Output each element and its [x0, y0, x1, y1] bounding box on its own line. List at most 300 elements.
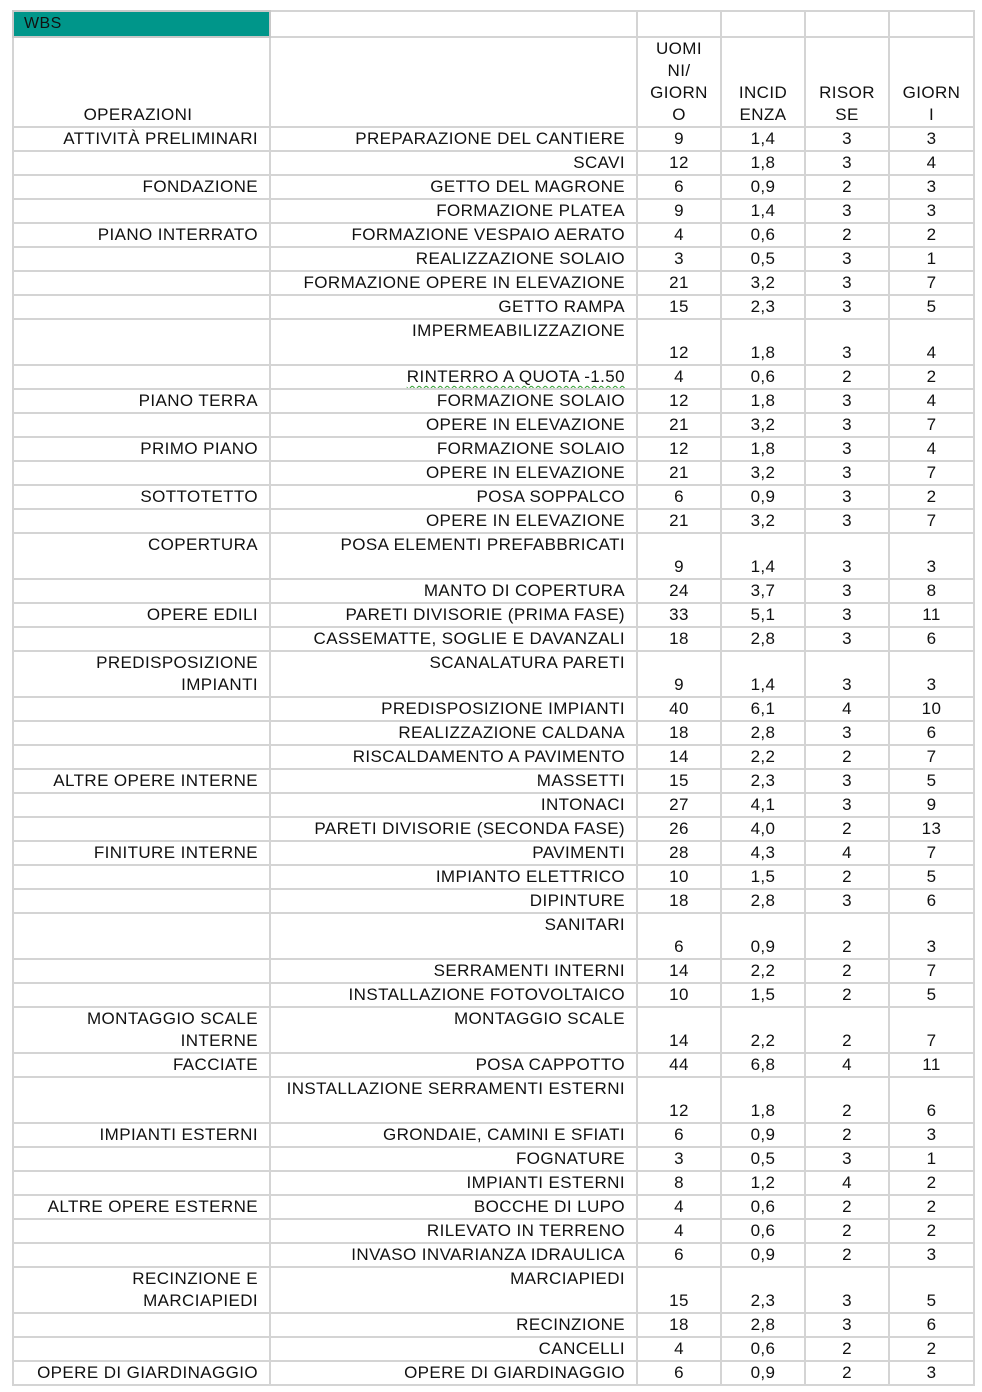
- task-cell[interactable]: INTONACI: [270, 793, 637, 817]
- task-cell[interactable]: CANCELLI: [270, 1337, 637, 1361]
- operazione-cell[interactable]: PIANO TERRA: [13, 389, 270, 413]
- risorse-cell[interactable]: 3: [805, 319, 889, 365]
- giorni-cell[interactable]: 2: [889, 365, 974, 389]
- uomini-cell[interactable]: 15: [637, 1267, 721, 1313]
- giorni-cell[interactable]: 2: [889, 223, 974, 247]
- header-incidenza[interactable]: INCID ENZA: [721, 37, 805, 127]
- incidenza-cell[interactable]: 3,7: [721, 579, 805, 603]
- task-cell[interactable]: RECINZIONE: [270, 1313, 637, 1337]
- risorse-cell[interactable]: 2: [805, 913, 889, 959]
- incidenza-cell[interactable]: 0,5: [721, 247, 805, 271]
- operazione-cell[interactable]: IMPIANTI ESTERNI: [13, 1123, 270, 1147]
- operazione-cell[interactable]: [13, 365, 270, 389]
- uomini-cell[interactable]: 6: [637, 1123, 721, 1147]
- table-row: [13, 1053, 974, 1077]
- operazione-cell[interactable]: [13, 865, 270, 889]
- operazione-cell[interactable]: [13, 959, 270, 983]
- risorse-cell[interactable]: 2: [805, 1123, 889, 1147]
- risorse-cell[interactable]: 3: [805, 769, 889, 793]
- operazione-cell[interactable]: ATTIVITÀ PRELIMINARI: [13, 127, 270, 151]
- table-row: [13, 889, 974, 913]
- risorse-cell[interactable]: 2: [805, 365, 889, 389]
- task-cell[interactable]: INVASO INVARIANZA IDRAULICA: [270, 1243, 637, 1267]
- giorni-cell[interactable]: 2: [889, 1219, 974, 1243]
- risorse-cell[interactable]: 2: [805, 1361, 889, 1385]
- table-row: [13, 1313, 974, 1337]
- uomini-cell[interactable]: 33: [637, 603, 721, 627]
- giorni-cell[interactable]: 7: [889, 509, 974, 533]
- wbs-table: [12, 10, 975, 1386]
- empty-cell[interactable]: [805, 11, 889, 37]
- uomini-cell[interactable]: 18: [637, 1313, 721, 1337]
- table-row: [13, 1219, 974, 1243]
- operazione-cell[interactable]: [13, 413, 270, 437]
- risorse-cell[interactable]: 3: [805, 151, 889, 175]
- task-cell[interactable]: OPERE IN ELEVAZIONE: [270, 461, 637, 485]
- risorse-cell[interactable]: 2: [805, 1243, 889, 1267]
- operazione-cell[interactable]: [13, 199, 270, 223]
- risorse-cell[interactable]: 2: [805, 1195, 889, 1219]
- table-row: [13, 865, 974, 889]
- operazione-cell[interactable]: [13, 1337, 270, 1361]
- operazione-cell[interactable]: COPERTURA: [13, 533, 270, 579]
- incidenza-cell[interactable]: 4,1: [721, 793, 805, 817]
- incidenza-cell[interactable]: 2,2: [721, 1007, 805, 1053]
- incidenza-cell[interactable]: 2,8: [721, 1313, 805, 1337]
- operazione-cell[interactable]: [13, 697, 270, 721]
- incidenza-cell[interactable]: 2,8: [721, 627, 805, 651]
- uomini-cell[interactable]: 24: [637, 579, 721, 603]
- giorni-cell[interactable]: 5: [889, 983, 974, 1007]
- giorni-cell[interactable]: 3: [889, 1123, 974, 1147]
- giorni-cell[interactable]: 5: [889, 295, 974, 319]
- risorse-cell[interactable]: 2: [805, 983, 889, 1007]
- risorse-cell[interactable]: 3: [805, 1267, 889, 1313]
- uomini-cell[interactable]: 6: [637, 1361, 721, 1385]
- operazione-cell[interactable]: [13, 579, 270, 603]
- risorse-cell[interactable]: 3: [805, 437, 889, 461]
- uomini-cell[interactable]: 40: [637, 697, 721, 721]
- uomini-cell[interactable]: 4: [637, 1195, 721, 1219]
- giorni-cell[interactable]: 7: [889, 461, 974, 485]
- operazione-cell[interactable]: [13, 1243, 270, 1267]
- table-row: [13, 721, 974, 745]
- risorse-cell[interactable]: 3: [805, 199, 889, 223]
- operazione-cell[interactable]: [13, 745, 270, 769]
- header-operazioni[interactable]: OPERAZIONI: [13, 37, 270, 127]
- uomini-cell[interactable]: 14: [637, 1007, 721, 1053]
- empty-cell[interactable]: [889, 11, 974, 37]
- incidenza-cell[interactable]: 4,3: [721, 841, 805, 865]
- table-row: [13, 175, 974, 199]
- giorni-cell[interactable]: 2: [889, 485, 974, 509]
- uomini-cell[interactable]: 6: [637, 913, 721, 959]
- operazione-cell[interactable]: OPERE DI GIARDINAGGIO: [13, 1361, 270, 1385]
- giorni-cell[interactable]: 2: [889, 1337, 974, 1361]
- task-cell[interactable]: POSA SOPPALCO: [270, 485, 637, 509]
- risorse-cell[interactable]: 3: [805, 721, 889, 745]
- risorse-cell[interactable]: 3: [805, 793, 889, 817]
- incidenza-cell[interactable]: 1,8: [721, 1077, 805, 1123]
- incidenza-cell[interactable]: 2,3: [721, 1267, 805, 1313]
- risorse-cell[interactable]: 3: [805, 295, 889, 319]
- giorni-cell[interactable]: 3: [889, 175, 974, 199]
- risorse-cell[interactable]: 3: [805, 651, 889, 697]
- table-row: [13, 1007, 974, 1053]
- risorse-cell[interactable]: 3: [805, 271, 889, 295]
- giorni-cell[interactable]: 5: [889, 769, 974, 793]
- risorse-cell[interactable]: 3: [805, 485, 889, 509]
- giorni-cell[interactable]: 3: [889, 127, 974, 151]
- operazione-cell[interactable]: [13, 889, 270, 913]
- task-cell[interactable]: BOCCHE DI LUPO: [270, 1195, 637, 1219]
- task-cell[interactable]: INSTALLAZIONE FOTOVOLTAICO: [270, 983, 637, 1007]
- header-empty[interactable]: [270, 37, 637, 127]
- incidenza-cell[interactable]: 1,8: [721, 151, 805, 175]
- risorse-cell[interactable]: 3: [805, 413, 889, 437]
- giorni-cell[interactable]: 4: [889, 437, 974, 461]
- uomini-cell[interactable]: 9: [637, 127, 721, 151]
- uomini-cell[interactable]: 44: [637, 1053, 721, 1077]
- uomini-cell[interactable]: 12: [637, 1077, 721, 1123]
- incidenza-cell[interactable]: 3,2: [721, 413, 805, 437]
- task-cell[interactable]: MANTO DI COPERTURA: [270, 579, 637, 603]
- operazione-cell[interactable]: [13, 247, 270, 271]
- giorni-cell[interactable]: 13: [889, 817, 974, 841]
- incidenza-cell[interactable]: 0,6: [721, 365, 805, 389]
- giorni-cell[interactable]: 4: [889, 389, 974, 413]
- incidenza-cell[interactable]: 3,2: [721, 271, 805, 295]
- incidenza-cell[interactable]: 0,6: [721, 1337, 805, 1361]
- operazione-cell[interactable]: [13, 1077, 270, 1123]
- risorse-cell[interactable]: 2: [805, 865, 889, 889]
- uomini-cell[interactable]: 15: [637, 769, 721, 793]
- task-cell[interactable]: GRONDAIE, CAMINI E SFIATI: [270, 1123, 637, 1147]
- uomini-cell[interactable]: 4: [637, 1219, 721, 1243]
- incidenza-cell[interactable]: 1,2: [721, 1171, 805, 1195]
- task-cell[interactable]: OPERE IN ELEVAZIONE: [270, 509, 637, 533]
- incidenza-cell[interactable]: 1,8: [721, 389, 805, 413]
- incidenza-cell[interactable]: 6,8: [721, 1053, 805, 1077]
- task-cell[interactable]: CASSEMATTE, SOGLIE E DAVANZALI: [270, 627, 637, 651]
- incidenza-cell[interactable]: 0,9: [721, 1123, 805, 1147]
- uomini-cell[interactable]: 10: [637, 865, 721, 889]
- task-cell[interactable]: MONTAGGIO SCALE: [270, 1007, 637, 1053]
- table-row: [13, 151, 974, 175]
- risorse-cell[interactable]: 3: [805, 1313, 889, 1337]
- operazione-cell[interactable]: FINITURE INTERNE: [13, 841, 270, 865]
- risorse-cell[interactable]: 3: [805, 889, 889, 913]
- header-row: [13, 37, 974, 127]
- uomini-cell[interactable]: 4: [637, 1337, 721, 1361]
- task-cell[interactable]: SCAVI: [270, 151, 637, 175]
- operazione-cell[interactable]: [13, 913, 270, 959]
- task-cell[interactable]: PREDISPOSIZIONE IMPIANTI: [270, 697, 637, 721]
- operazione-cell[interactable]: [13, 1147, 270, 1171]
- incidenza-cell[interactable]: 1,5: [721, 983, 805, 1007]
- risorse-cell[interactable]: 2: [805, 175, 889, 199]
- empty-cell[interactable]: [721, 11, 805, 37]
- task-cell[interactable]: OPERE DI GIARDINAGGIO: [270, 1361, 637, 1385]
- incidenza-cell[interactable]: 4,0: [721, 817, 805, 841]
- giorni-cell[interactable]: 10: [889, 697, 974, 721]
- operazione-cell[interactable]: ALTRE OPERE ESTERNE: [13, 1195, 270, 1219]
- giorni-cell[interactable]: 3: [889, 199, 974, 223]
- incidenza-cell[interactable]: 5,1: [721, 603, 805, 627]
- incidenza-cell[interactable]: 0,9: [721, 1243, 805, 1267]
- incidenza-cell[interactable]: 2,3: [721, 769, 805, 793]
- task-cell[interactable]: SCANALATURA PARETI: [270, 651, 637, 697]
- incidenza-cell[interactable]: 1,8: [721, 319, 805, 365]
- risorse-cell[interactable]: 2: [805, 1077, 889, 1123]
- incidenza-cell[interactable]: 0,6: [721, 1195, 805, 1219]
- operazione-cell[interactable]: PRIMO PIANO: [13, 437, 270, 461]
- table-row: [13, 769, 974, 793]
- incidenza-cell[interactable]: 1,4: [721, 127, 805, 151]
- operazione-cell[interactable]: OPERE EDILI: [13, 603, 270, 627]
- task-cell[interactable]: RISCALDAMENTO A PAVIMENTO: [270, 745, 637, 769]
- operazione-cell[interactable]: [13, 721, 270, 745]
- task-cell[interactable]: FORMAZIONE PLATEA: [270, 199, 637, 223]
- operazione-cell[interactable]: FONDAZIONE: [13, 175, 270, 199]
- uomini-cell[interactable]: 21: [637, 413, 721, 437]
- operazione-cell[interactable]: [13, 319, 270, 365]
- task-cell[interactable]: POSA CAPPOTTO: [270, 1053, 637, 1077]
- giorni-cell[interactable]: 3: [889, 1243, 974, 1267]
- task-cell[interactable]: POSA ELEMENTI PREFABBRICATI: [270, 533, 637, 579]
- risorse-cell[interactable]: 2: [805, 745, 889, 769]
- task-cell[interactable]: RINTERRO A QUOTA -1.50: [270, 365, 637, 389]
- operazione-cell[interactable]: [13, 627, 270, 651]
- giorni-cell[interactable]: 7: [889, 1007, 974, 1053]
- risorse-cell[interactable]: 2: [805, 1007, 889, 1053]
- giorni-cell[interactable]: 1: [889, 1147, 974, 1171]
- uomini-cell[interactable]: 6: [637, 485, 721, 509]
- giorni-cell[interactable]: 6: [889, 889, 974, 913]
- operazione-cell[interactable]: [13, 1219, 270, 1243]
- operazione-cell[interactable]: [13, 295, 270, 319]
- giorni-cell[interactable]: 5: [889, 865, 974, 889]
- giorni-cell[interactable]: 2: [889, 1195, 974, 1219]
- risorse-cell[interactable]: 2: [805, 1337, 889, 1361]
- operazione-cell[interactable]: FACCIATE: [13, 1053, 270, 1077]
- incidenza-cell[interactable]: 6,1: [721, 697, 805, 721]
- task-cell[interactable]: FORMAZIONE VESPAIO AERATO: [270, 223, 637, 247]
- uomini-cell[interactable]: 21: [637, 271, 721, 295]
- risorse-cell[interactable]: 3: [805, 389, 889, 413]
- uomini-cell[interactable]: 3: [637, 247, 721, 271]
- giorni-cell[interactable]: 6: [889, 1077, 974, 1123]
- risorse-cell[interactable]: 4: [805, 1171, 889, 1195]
- giorni-cell[interactable]: 4: [889, 151, 974, 175]
- task-cell[interactable]: GETTO DEL MAGRONE: [270, 175, 637, 199]
- incidenza-cell[interactable]: 2,8: [721, 889, 805, 913]
- risorse-cell[interactable]: 3: [805, 127, 889, 151]
- task-cell[interactable]: FOGNATURE: [270, 1147, 637, 1171]
- task-cell[interactable]: SANITARI: [270, 913, 637, 959]
- giorni-cell[interactable]: 1: [889, 247, 974, 271]
- uomini-cell[interactable]: 9: [637, 533, 721, 579]
- empty-cell[interactable]: [637, 11, 721, 37]
- incidenza-cell[interactable]: 2,2: [721, 745, 805, 769]
- uomini-cell[interactable]: 8: [637, 1171, 721, 1195]
- incidenza-cell[interactable]: 2,8: [721, 721, 805, 745]
- operazione-cell[interactable]: [13, 509, 270, 533]
- risorse-cell[interactable]: 3: [805, 461, 889, 485]
- giorni-cell[interactable]: 2: [889, 1171, 974, 1195]
- incidenza-cell[interactable]: 0,6: [721, 1219, 805, 1243]
- risorse-cell[interactable]: 3: [805, 509, 889, 533]
- uomini-cell[interactable]: 12: [637, 389, 721, 413]
- uomini-cell[interactable]: 18: [637, 627, 721, 651]
- incidenza-cell[interactable]: 2,3: [721, 295, 805, 319]
- task-cell[interactable]: GETTO RAMPA: [270, 295, 637, 319]
- task-cell[interactable]: REALIZZAZIONE SOLAIO: [270, 247, 637, 271]
- uomini-cell[interactable]: 12: [637, 151, 721, 175]
- incidenza-cell[interactable]: 0,9: [721, 175, 805, 199]
- uomini-cell[interactable]: 21: [637, 509, 721, 533]
- task-cell[interactable]: FORMAZIONE OPERE IN ELEVAZIONE: [270, 271, 637, 295]
- uomini-cell[interactable]: 27: [637, 793, 721, 817]
- risorse-cell[interactable]: 3: [805, 1147, 889, 1171]
- operazione-cell[interactable]: RECINZIONE E MARCIAPIEDI: [13, 1267, 270, 1313]
- task-cell[interactable]: PAVIMENTI: [270, 841, 637, 865]
- giorni-cell[interactable]: 3: [889, 533, 974, 579]
- giorni-cell[interactable]: 7: [889, 271, 974, 295]
- uomini-cell[interactable]: 6: [637, 175, 721, 199]
- risorse-cell[interactable]: 2: [805, 223, 889, 247]
- risorse-cell[interactable]: 4: [805, 697, 889, 721]
- wbs-title-cell[interactable]: WBS: [13, 11, 270, 37]
- incidenza-cell[interactable]: 0,5: [721, 1147, 805, 1171]
- operazione-cell[interactable]: PIANO INTERRATO: [13, 223, 270, 247]
- task-cell[interactable]: REALIZZAZIONE CALDANA: [270, 721, 637, 745]
- giorni-cell[interactable]: 3: [889, 651, 974, 697]
- operazione-cell[interactable]: [13, 151, 270, 175]
- uomini-cell[interactable]: 9: [637, 199, 721, 223]
- risorse-cell[interactable]: 2: [805, 817, 889, 841]
- operazione-cell[interactable]: [13, 817, 270, 841]
- header-uomini-giorno[interactable]: UOMI NI/ GIORN O: [637, 37, 721, 127]
- incidenza-cell[interactable]: 1,4: [721, 533, 805, 579]
- giorni-cell[interactable]: 4: [889, 319, 974, 365]
- uomini-cell[interactable]: 21: [637, 461, 721, 485]
- task-cell[interactable]: INSTALLAZIONE SERRAMENTI ESTERNI: [270, 1077, 637, 1123]
- giorni-cell[interactable]: 7: [889, 841, 974, 865]
- uomini-cell[interactable]: 14: [637, 745, 721, 769]
- giorni-cell[interactable]: 3: [889, 913, 974, 959]
- risorse-cell[interactable]: 2: [805, 1219, 889, 1243]
- uomini-cell[interactable]: 18: [637, 889, 721, 913]
- empty-cell[interactable]: [270, 11, 637, 37]
- task-cell[interactable]: PARETI DIVISORIE (PRIMA FASE): [270, 603, 637, 627]
- operazione-cell[interactable]: PREDISPOSIZIONE IMPIANTI: [13, 651, 270, 697]
- task-cell[interactable]: MARCIAPIEDI: [270, 1267, 637, 1313]
- giorni-cell[interactable]: 3: [889, 1361, 974, 1385]
- uomini-cell[interactable]: 10: [637, 983, 721, 1007]
- giorni-cell[interactable]: 9: [889, 793, 974, 817]
- risorse-cell[interactable]: 3: [805, 627, 889, 651]
- risorse-cell[interactable]: 4: [805, 841, 889, 865]
- operazione-cell[interactable]: [13, 271, 270, 295]
- operazione-cell[interactable]: SOTTOTETTO: [13, 485, 270, 509]
- giorni-cell[interactable]: 7: [889, 745, 974, 769]
- operazione-cell[interactable]: MONTAGGIO SCALE INTERNE: [13, 1007, 270, 1053]
- giorni-cell[interactable]: 6: [889, 1313, 974, 1337]
- giorni-cell[interactable]: 11: [889, 603, 974, 627]
- uomini-cell[interactable]: 4: [637, 223, 721, 247]
- giorni-cell[interactable]: 7: [889, 959, 974, 983]
- incidenza-cell[interactable]: 3,2: [721, 461, 805, 485]
- operazione-cell[interactable]: [13, 793, 270, 817]
- risorse-cell[interactable]: 2: [805, 959, 889, 983]
- incidenza-cell[interactable]: 3,2: [721, 509, 805, 533]
- operazione-cell[interactable]: [13, 1313, 270, 1337]
- giorni-cell[interactable]: 11: [889, 1053, 974, 1077]
- uomini-cell[interactable]: 12: [637, 437, 721, 461]
- uomini-cell[interactable]: 6: [637, 1243, 721, 1267]
- operazione-cell[interactable]: [13, 1171, 270, 1195]
- risorse-cell[interactable]: 3: [805, 603, 889, 627]
- uomini-cell[interactable]: 9: [637, 651, 721, 697]
- header-risorse[interactable]: RISOR SE: [805, 37, 889, 127]
- incidenza-cell[interactable]: 1,5: [721, 865, 805, 889]
- task-cell[interactable]: IMPIANTO ELETTRICO: [270, 865, 637, 889]
- operazione-cell[interactable]: ALTRE OPERE INTERNE: [13, 769, 270, 793]
- incidenza-cell[interactable]: 0,9: [721, 1361, 805, 1385]
- giorni-cell[interactable]: 7: [889, 413, 974, 437]
- giorni-cell[interactable]: 8: [889, 579, 974, 603]
- task-cell[interactable]: FORMAZIONE SOLAIO: [270, 437, 637, 461]
- risorse-cell[interactable]: 3: [805, 533, 889, 579]
- task-cell[interactable]: PREPARAZIONE DEL CANTIERE: [270, 127, 637, 151]
- incidenza-cell[interactable]: 1,4: [721, 651, 805, 697]
- giorni-cell[interactable]: 5: [889, 1267, 974, 1313]
- operazione-cell[interactable]: [13, 461, 270, 485]
- uomini-cell[interactable]: 4: [637, 365, 721, 389]
- task-cell[interactable]: MASSETTI: [270, 769, 637, 793]
- uomini-cell[interactable]: 12: [637, 319, 721, 365]
- incidenza-cell[interactable]: 0,9: [721, 485, 805, 509]
- header-giorni[interactable]: GIORN I: [889, 37, 974, 127]
- task-cell[interactable]: OPERE IN ELEVAZIONE: [270, 413, 637, 437]
- task-cell[interactable]: RILEVATO IN TERRENO: [270, 1219, 637, 1243]
- risorse-cell[interactable]: 4: [805, 1053, 889, 1077]
- operazione-cell[interactable]: [13, 983, 270, 1007]
- incidenza-cell[interactable]: 0,6: [721, 223, 805, 247]
- giorni-cell[interactable]: 6: [889, 627, 974, 651]
- uomini-cell[interactable]: 28: [637, 841, 721, 865]
- task-cell[interactable]: SERRAMENTI INTERNI: [270, 959, 637, 983]
- giorni-cell[interactable]: 6: [889, 721, 974, 745]
- uomini-cell[interactable]: 3: [637, 1147, 721, 1171]
- uomini-cell[interactable]: 18: [637, 721, 721, 745]
- incidenza-cell[interactable]: 1,8: [721, 437, 805, 461]
- task-cell[interactable]: DIPINTURE: [270, 889, 637, 913]
- incidenza-cell[interactable]: 2,2: [721, 959, 805, 983]
- task-cell[interactable]: IMPIANTI ESTERNI: [270, 1171, 637, 1195]
- risorse-cell[interactable]: 3: [805, 247, 889, 271]
- incidenza-cell[interactable]: 0,9: [721, 913, 805, 959]
- uomini-cell[interactable]: 14: [637, 959, 721, 983]
- uomini-cell[interactable]: 15: [637, 295, 721, 319]
- task-cell[interactable]: IMPERMEABILIZZAZIONE: [270, 319, 637, 365]
- task-cell[interactable]: PARETI DIVISORIE (SECONDA FASE): [270, 817, 637, 841]
- uomini-cell[interactable]: 26: [637, 817, 721, 841]
- risorse-cell[interactable]: 3: [805, 579, 889, 603]
- task-cell[interactable]: FORMAZIONE SOLAIO: [270, 389, 637, 413]
- incidenza-cell[interactable]: 1,4: [721, 199, 805, 223]
